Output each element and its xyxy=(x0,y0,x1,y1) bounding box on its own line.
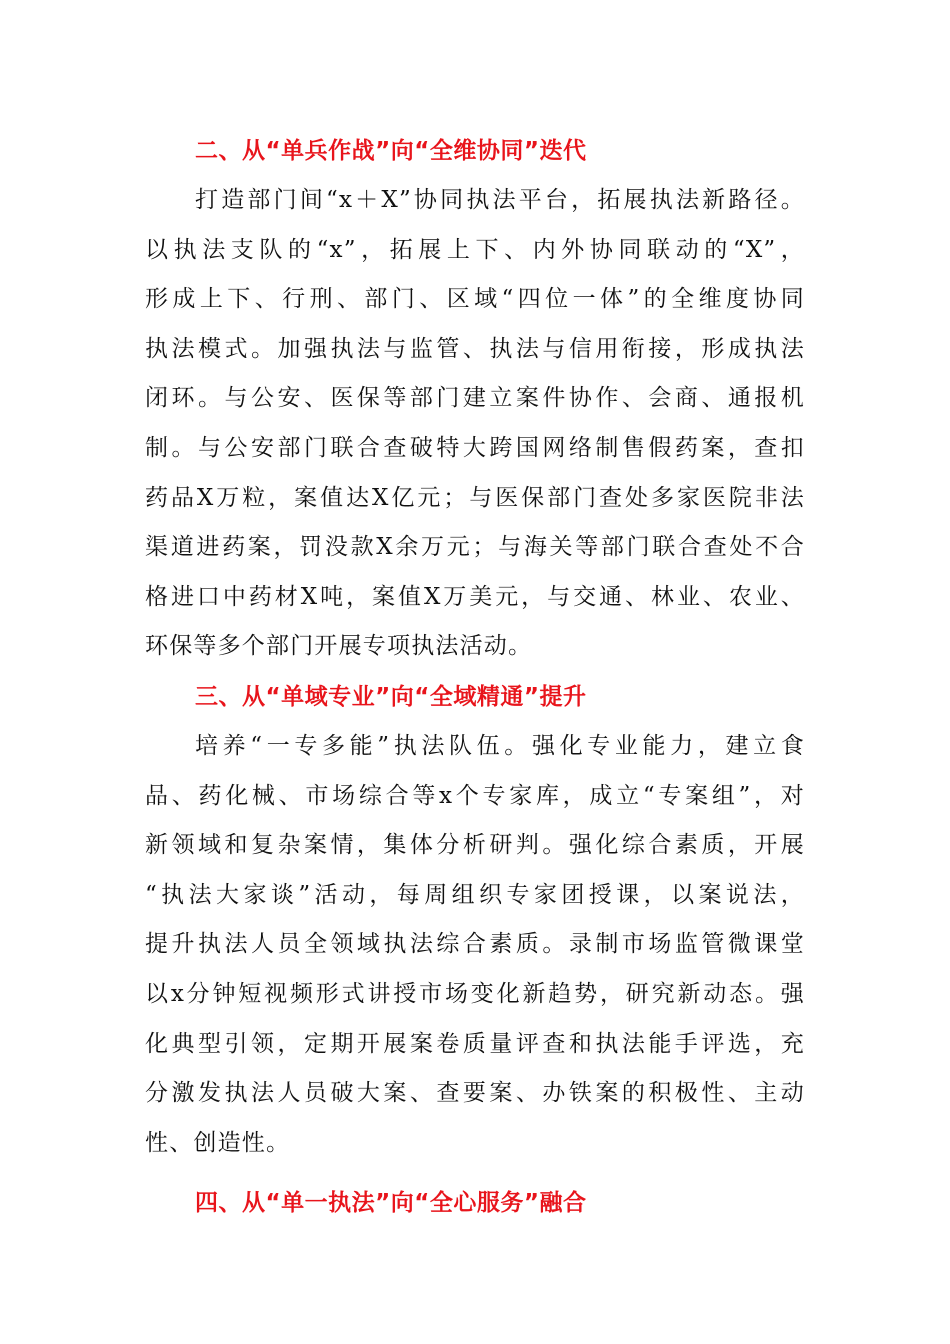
paragraph-line: 分激发执法人员破大案、查要案、办铁案的积极性、主动 xyxy=(145,1080,805,1107)
section-heading-2: 二、从“单兵作战”向“全维协同”迭代 xyxy=(195,138,587,164)
document-body xyxy=(145,126,805,1228)
paragraph-line: 以执法支队的“x”，拓展上下、内外协同联动的“X”， xyxy=(145,236,805,263)
paragraph-line: 性、创造性。 xyxy=(145,1129,291,1156)
paragraph-line: 渠道进药案，罚没款X余万元；与海关等部门联合查处不合 xyxy=(145,534,805,561)
paragraph-line: 以x分钟短视频形式讲授市场变化新趋势，研究新动态。强 xyxy=(145,980,805,1007)
section-heading-3: 三、从“单域专业”向“全域精通”提升 xyxy=(195,683,587,710)
section-paragraph-3 xyxy=(145,722,805,1168)
section-heading-4: 四、从“单一执法”向“全心服务”融合 xyxy=(195,1190,587,1217)
paragraph-line: 培养“一专多能”执法队伍。强化专业能力，建立食 xyxy=(195,732,805,759)
paragraph-line: 制。与公安部门联合查破特大跨国网络制售假药案，查扣 xyxy=(145,434,805,461)
paragraph-line: 闭环。与公安、医保等部门建立案件协作、会商、通报机 xyxy=(145,385,805,412)
paragraph-line: 打造部门间“x＋X”协同执法平台，拓展执法新路径。 xyxy=(195,187,805,213)
paragraph-line: 格进口中药材X吨，案值X万美元，与交通、林业、农业、 xyxy=(145,583,805,610)
paragraph-line: 执法模式。加强执法与监管、执法与信用衔接，形成执法 xyxy=(145,335,805,362)
paragraph-line: 化典型引领，定期开展案卷质量评查和执法能手评选，充 xyxy=(145,1030,805,1057)
paragraph-line: “执法大家谈”活动，每周组织专家团授课，以案说法， xyxy=(145,881,805,908)
paragraph-line: 环保等多个部门开展专项执法活动。 xyxy=(145,633,533,660)
paragraph-line: 提升执法人员全领域执法综合素质。录制市场监管微课堂 xyxy=(145,931,805,958)
paragraph-line: 药品X万粒，案值达X亿元；与医保部门查处多家医院非法 xyxy=(145,484,805,511)
paragraph-line: 新领域和复杂案情，集体分析研判。强化综合素质，开展 xyxy=(145,832,805,859)
paragraph-line: 品、药化械、市场综合等x个专家库，成立“专案组”，对 xyxy=(145,782,805,809)
section-paragraph-2 xyxy=(145,176,805,672)
paragraph-line: 形成上下、行刑、部门、区域“四位一体”的全维度协同 xyxy=(145,286,805,313)
section-spacer xyxy=(145,1168,805,1178)
